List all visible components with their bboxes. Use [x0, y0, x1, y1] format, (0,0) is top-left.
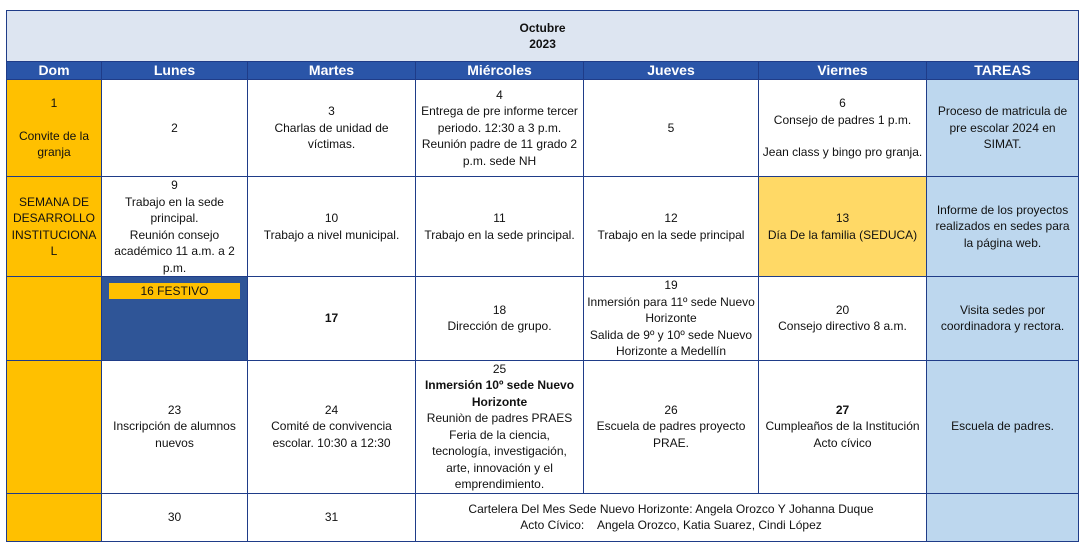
event-text: Reuniòn de padres PRAES: [426, 411, 573, 425]
task-cell-1: [927, 80, 1079, 177]
day-number: 5: [667, 120, 675, 135]
day-number: 6: [839, 96, 846, 111]
day-cell-27: [759, 360, 927, 493]
calendar-title: [7, 11, 1079, 62]
october-calendar: [6, 10, 1079, 542]
header-miercoles: Miércoles: [416, 62, 584, 80]
year-title: 2023: [529, 37, 556, 51]
event-text: Reunión consejo académico 11 a.m. a 2 p.m.: [114, 227, 235, 275]
event-text: Charlas de unidad de víctimas.: [274, 120, 389, 152]
header-lunes: Lunes: [102, 62, 248, 80]
header-martes: Martes: [248, 62, 416, 80]
day-number: 18: [492, 302, 507, 317]
header-jueves: Jueves: [584, 62, 759, 80]
event-text: Feria de la ciencia, tecnología, investigación, arte, innovación y el emprendimiento.: [432, 427, 567, 491]
task-text: Visita sedes por coordinadora y rectora.: [940, 302, 1065, 334]
day-cell-10: [248, 177, 416, 277]
day-cell-30: [102, 493, 248, 541]
week-row-2: [7, 177, 1079, 277]
event-text: Comité de convivencia escolar. 10:30 a 12:30: [271, 419, 392, 450]
day-cell-15: [7, 277, 102, 361]
weekday-header-row: [7, 62, 1079, 80]
event-text: Trabajo en la sede principal.: [424, 227, 575, 242]
header-tareas: TAREAS: [927, 62, 1079, 80]
task-text: Informe de los proyectos realizados en sedes para la página web.: [935, 202, 1070, 250]
event-text: Cumpleaños de la Institución: [765, 419, 920, 434]
holiday-badge: 16 FESTIVO: [109, 283, 240, 299]
day-cell-3: [248, 80, 416, 177]
day-cell-16: [102, 277, 248, 361]
day-cell-12: [584, 177, 759, 277]
header-dom: Dom: [7, 62, 102, 80]
day-cell-6: [759, 80, 927, 177]
day-number: 3: [328, 104, 335, 119]
day-number: 4: [496, 87, 503, 102]
day-cell-31: [248, 493, 416, 541]
day-cell-24: [248, 360, 416, 493]
header-viernes: Viernes: [759, 62, 927, 80]
event-text: Inmersión para 11º sede Nuevo Horizonte: [587, 294, 755, 325]
week-row-1: [7, 80, 1079, 177]
event-text: Convite de la granja: [18, 128, 90, 160]
day-number: 11: [493, 211, 506, 225]
event-text: Trabajo en la sede principal: [597, 227, 745, 242]
day-cell-4: [416, 80, 584, 177]
notes-line-2: Acto Cívico: Angela Orozco, Katia Suarez, Cindi López: [520, 518, 822, 532]
event-text: Consejo de padres 1 p.m.: [773, 112, 912, 127]
day-cell-2: [102, 80, 248, 177]
task-text: Proceso de matricula de pre escolar 2024 en SIMAT.: [937, 104, 1068, 152]
week-row-3: [7, 277, 1079, 361]
event-text: Trabajo en la sede principal.: [125, 194, 224, 225]
day-cell-18: [416, 277, 584, 361]
day-number: 20: [835, 302, 850, 317]
day-cell-5: [584, 80, 759, 177]
day-number: 24: [324, 402, 339, 417]
monthly-notes: [416, 493, 927, 541]
day-number: 13: [835, 211, 850, 225]
day-number: 12: [664, 211, 678, 225]
day-cell-1: [7, 80, 102, 177]
event-text: Jean class y bingo pro granja.: [762, 145, 923, 160]
week-label: SEMANA DE DESARROLLO INSTITUCIONA L: [11, 194, 97, 258]
day-cell-17: [248, 277, 416, 361]
day-cell-23: [102, 360, 248, 493]
day-number: 10: [324, 211, 339, 225]
day-cell-20: [759, 277, 927, 361]
day-number: 23: [167, 402, 182, 417]
task-cell-4: [927, 360, 1079, 493]
day-cell-25: [416, 360, 584, 493]
event-text: Inscripción de alumnos nuevos: [113, 419, 236, 450]
event-text: Salida de 9º y 10º sede Nuevo Horizonte a Medellín: [589, 327, 753, 358]
day-cell-13: [759, 177, 927, 277]
day-number: 26: [664, 402, 678, 417]
event-text: Consejo directivo 8 a.m.: [778, 319, 907, 334]
day-cell-19: [584, 277, 759, 361]
day-cell-26: [584, 360, 759, 493]
day-number: 1: [50, 96, 58, 111]
event-text: Escuela de padres proyecto PRAE.: [596, 419, 746, 450]
task-text: Escuela de padres.: [951, 419, 1054, 434]
event-text: Entrega de pre informe tercer periodo. 12:30 a 3 p.m.: [421, 104, 578, 135]
event-text: Día De la familia (SEDUCA): [767, 227, 918, 242]
day-cell-8: [7, 177, 102, 277]
task-cell-5: [927, 493, 1079, 541]
month-title: Octubre: [519, 20, 566, 35]
day-cell-11: [416, 177, 584, 277]
week-row-4: [7, 360, 1079, 493]
day-number: 30: [167, 509, 182, 524]
day-number: 27: [835, 402, 850, 417]
event-text: Acto cívico: [813, 435, 872, 450]
event-text: Reunión padre de 11 grado 2 p.m. sede NH: [421, 137, 578, 168]
day-number: 17: [324, 311, 339, 325]
event-text: Dirección de grupo.: [447, 319, 552, 334]
event-text: Trabajo a nivel municipal.: [263, 227, 400, 242]
notes-line-1: Cartelera Del Mes Sede Nuevo Horizonte: Angela Orozco Y Johanna Duque: [468, 501, 874, 516]
day-cell-29: [7, 493, 102, 541]
day-number: 31: [324, 509, 339, 524]
day-number: 9: [171, 178, 178, 192]
day-number: 25: [492, 361, 507, 376]
task-cell-2: [927, 177, 1079, 277]
day-cell-22: [7, 360, 102, 493]
event-text-bold: Inmersión 10º sede Nuevo Horizonte: [424, 378, 575, 409]
week-row-5: [7, 493, 1079, 541]
day-number: 2: [171, 120, 178, 135]
day-cell-9: [102, 177, 248, 277]
task-cell-3: [927, 277, 1079, 361]
day-number: 19: [664, 278, 678, 292]
